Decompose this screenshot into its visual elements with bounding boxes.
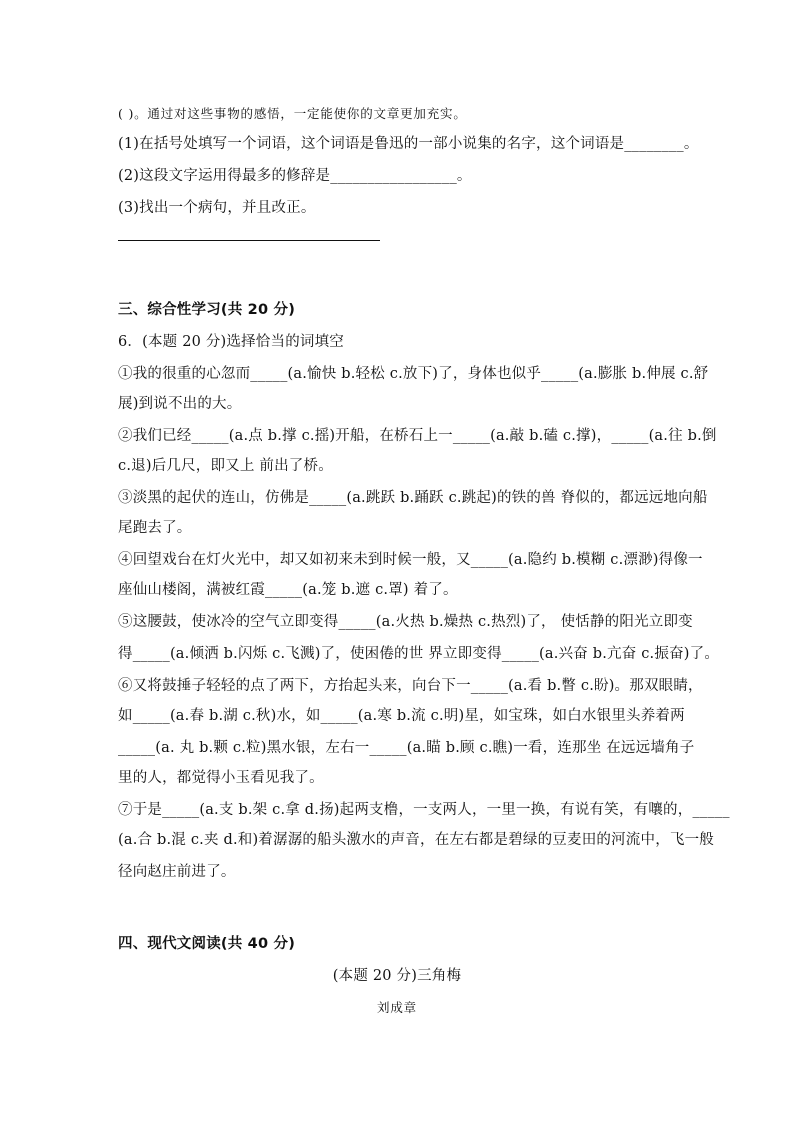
item-6-line-4: 里的人，都觉得小玉看见我了。: [118, 770, 324, 786]
item-6-line-3: _____(a. 丸 b.颗 c.粒)黑水银，左右一_____(a.瞄 b.顾 c.瞧)一看，连那坐 在远远墙角子: [118, 740, 695, 756]
item-1-line-1: ①我的很重的心忽而_____(a.愉快 b.轻松 c.放下)了，身体也似乎_____(a.膨胀 b.伸展 c.舒: [118, 366, 709, 382]
section-4-heading: 四、现代文阅读(共 40 分): [118, 936, 296, 952]
question-6-title: 6．(本题 20 分)选择恰当的词填空: [118, 334, 345, 350]
question-1: (1)在括号处填写一个词语，这个词语是鲁迅的一部小说集的名字，这个词语是________。: [118, 136, 699, 152]
item-3-line-1: ③淡黑的起伏的连山，仿佛是_____(a.跳跃 b.踊跃 c.跳起)的铁的兽 脊似的，都远远地向船: [118, 490, 708, 506]
question-3: (3)找出一个病句，并且改正。: [118, 200, 316, 216]
item-5-line-1: ⑤这腰鼓，使冰冷的空气立即变得_____(a.火热 b.燥热 c.热烈)了， 使恬静的阳光立即变: [118, 614, 693, 630]
item-7-line-1: ⑦于是_____(a.支 b.架 c.拿 d.扬)起两支橹，一支两人，一里一换，有说有笑，有嚷的，_____: [118, 802, 730, 818]
item-6-line-2: 如_____(a.春 b.湖 c.秋)水，如_____(a.寒 b.流 c.明)星，如宝珠，如白水银里头养着两: [118, 708, 685, 724]
reading-author: 刘成章: [377, 1000, 417, 1015]
item-5-line-2: 得_____(a.倾洒 b.闪烁 c.飞溅)了，使困倦的世 界立即变得_____(a.兴奋 b.亢奋 c.振奋)了。: [118, 646, 720, 662]
item-7-line-2: (a.合 b.混 c.夹 d.和)着潺潺的船头激水的声音，在左右都是碧绿的豆麦田的河流中，飞一般: [118, 832, 715, 848]
item-6-line-1: ⑥又将鼓捶子轻轻的点了两下，方抬起头来，向台下一_____(a.看 b.瞥 c.盼)。那双眼睛，: [118, 678, 703, 694]
item-4-line-1: ④回望戏台在灯火光中，却又如初来未到时候一般，又_____(a.隐约 b.模糊 c.漂渺)得像一: [118, 552, 703, 568]
passage-fill-line: ( )。通过对这些事物的感悟，一定能使你的文章更加充实。: [118, 106, 467, 121]
item-3-line-2: 尾跑去了。: [118, 520, 192, 536]
item-1-line-2: 展)到说不出的大。: [118, 396, 242, 412]
question-2: (2)这段文字运用得最多的修辞是_________________。: [118, 168, 472, 184]
reading-title: (本题 20 分)三角梅: [332, 968, 462, 984]
item-2-line-2: c.退)后几尺，即又上 前出了桥。: [118, 458, 333, 474]
item-7-line-3: 径向赵庄前进了。: [118, 864, 236, 880]
answer-blank-line: [118, 240, 380, 241]
item-2-line-1: ②我们已经_____(a.点 b.撑 c.摇)开船，在桥石上一_____(a.敲 b.磕 c.撑)，_____(a.往 b.倒: [118, 428, 717, 444]
item-4-line-2: 座仙山楼阁，满被红霞_____(a.笼 b.遮 c.罩) 着了。: [118, 582, 458, 598]
section-3-heading: 三、综合性学习(共 20 分): [118, 302, 296, 318]
